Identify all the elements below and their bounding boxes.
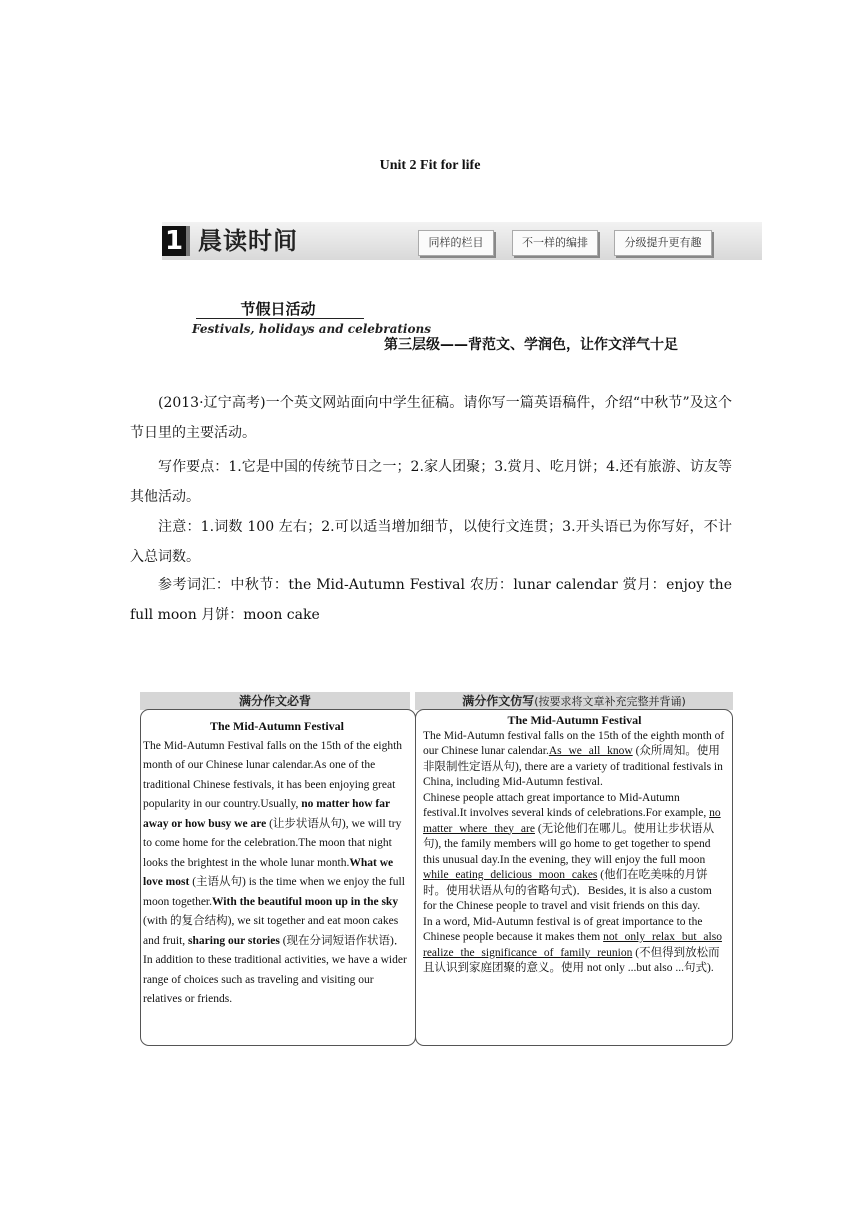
banner-tag-same-column: 同样的栏目 xyxy=(418,230,494,256)
model-essay-title: The Mid-Autumn Festival xyxy=(209,719,344,733)
highlight-subject-clause: What we love most xyxy=(143,856,394,888)
fill-blank-2: no matter where they are xyxy=(423,807,721,835)
task-notes: 注意：1.词数 100 左右；2.可以适当增加细节，以使行文连贯；3.开头语已为你写好，不计入总词数。 xyxy=(130,519,732,565)
banner-tag-graded: 分级提升更有趣 xyxy=(614,230,712,256)
right-panel-header xyxy=(415,692,733,710)
fill-blank-3: while eating delicious moon cakes xyxy=(423,869,598,881)
left-panel-header: 满分作文必背 xyxy=(140,692,410,710)
section-title-en: Festivals, holidays and celebrations xyxy=(192,322,431,336)
task-intro: (2013·辽宁高考)一个英文网站面向中学生征稿。请你写一篇英语稿件，介绍“中秋节”及这个节日里的主要活动。 xyxy=(130,395,732,441)
right-panel-header-note: (按要求将文章补充完整并背诵) xyxy=(534,695,686,708)
level-text: 第三层级——背范文、学润色，让作文洋气十足 xyxy=(384,337,678,353)
banner-number: 1 xyxy=(162,226,190,256)
right-panel-header-title: 满分作文仿写 xyxy=(462,694,535,708)
section-divider xyxy=(196,318,364,319)
highlight-with-structure: With the beautiful moon up in the sky xyxy=(212,895,399,908)
imitation-para-3: In a word, Mid-Autumn festival is of great importance to the Chinese people because it makes them not only relax but also realize the significance of family reunion (不但得到放松而且认识到家庭团聚的意义。使用 not only ...but also ...句式). xyxy=(423,915,722,974)
fill-blank-1: As we all know xyxy=(548,745,633,757)
imitation-para-2: Chinese people attach great importance to Mid-Autumn festival.It involves several kinds of celebrations.For example, no matter where they are (无论他们在哪儿。使用让步状语从句), the family members will go home to get together to spend this unusual day.In the evening, they will enjoy the full moon while eating delicious moon cakes (他们在吃美味的月饼时。使用状语从句的省略句式)．Besides, it is also a custom for the Chinese people to travel and visit friends on this day. xyxy=(423,791,721,912)
imitation-essay-box xyxy=(415,709,733,1046)
highlight-participle: sharing our stories xyxy=(188,934,280,947)
task-vocab: 参考词汇：中秋节：the Mid-Autumn Festival 农历：lunar calendar 赏月：enjoy the full moon 月饼：moon cake xyxy=(130,577,732,623)
banner-tag-different-layout: 不一样的编排 xyxy=(512,230,598,256)
model-essay-text: The Mid-Autumn Festival falls on the 15th of the eighth month of our Chinese lunar calendar.As one of the traditional Chinese festivals, it has been enjoying great popularity in our country.Usually, no matter how far away or how busy we are (让步状语从句), we will try to come home for the celebration.The moon that night looks the brightest in the whole lunar month.What we love most (主语从句) is the time when we enjoy the full moon together.With the beautiful moon up in the sky (with 的复合结构), we sit together and eat moon cakes and fruit, sharing our stories (现在分词短语作状语)．In addition to these traditional activities, we have a wider range of choices such as traveling and visiting our relatives or friends. xyxy=(143,739,407,1005)
banner-title: 晨读时间 xyxy=(198,227,298,255)
imitation-para-1: The Mid-Autumn festival falls on the 15th of the eighth month of our Chinese lunar calendar.As we all know (众所周知。使用非限制性定语从句), there are a variety of traditional festivals in China, including Mid-Autumn festival. xyxy=(423,729,725,788)
fill-blank-4: not only relax but also realize the significance of family reunion xyxy=(423,931,722,959)
task-points: 写作要点：1.它是中国的传统节日之一；2.家人团聚；3.赏月、吃月饼；4.还有旅游、访友等其他活动。 xyxy=(130,459,732,505)
model-essay-box xyxy=(140,709,416,1046)
section-title-cn: 节假日活动 xyxy=(240,300,316,318)
imitation-essay-title: The Mid-Autumn Festival xyxy=(507,713,642,727)
highlight-concessive-clause: no matter how far away or how busy we are xyxy=(143,798,390,830)
unit-title: Unit 2 Fit for life xyxy=(379,158,481,173)
